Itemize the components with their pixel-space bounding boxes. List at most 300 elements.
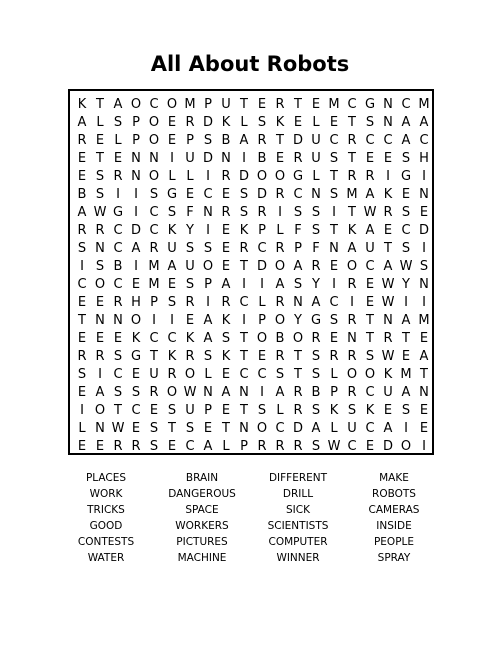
grid-letter: C: [383, 133, 393, 148]
grid-letter: S: [311, 349, 321, 364]
grid-letter: T: [366, 331, 374, 346]
grid-letter: I: [242, 151, 246, 166]
grid-letter: S: [149, 187, 159, 202]
grid-letter: W: [399, 259, 413, 274]
grid-letter: S: [167, 403, 177, 418]
word-list-item: WATER: [87, 552, 125, 564]
grid-letter: D: [382, 439, 393, 454]
grid-letter: A: [311, 295, 321, 310]
grid-letter: T: [348, 205, 356, 220]
grid-letter: C: [149, 205, 159, 220]
grid-letter: I: [134, 259, 138, 274]
grid-letter: I: [242, 313, 246, 328]
grid-letter: S: [113, 115, 123, 130]
grid-letter: K: [383, 187, 393, 202]
word-list-item: SICK: [286, 504, 310, 516]
grid-letter: I: [332, 205, 336, 220]
grid-letter: C: [365, 421, 375, 436]
grid-letter: S: [401, 205, 411, 220]
grid-letter: R: [113, 169, 123, 184]
grid-letter: R: [275, 295, 285, 310]
grid-letter: S: [239, 205, 249, 220]
grid-letter: E: [419, 205, 429, 220]
grid-letter: A: [77, 205, 87, 220]
grid-letter: E: [365, 277, 375, 292]
grid-letter: K: [383, 367, 393, 382]
grid-letter: E: [401, 349, 411, 364]
grid-letter: Y: [402, 277, 410, 292]
grid-letter: A: [113, 97, 123, 112]
grid-letter: E: [383, 403, 393, 418]
grid-letter: M: [148, 277, 160, 292]
grid-letter: S: [167, 205, 177, 220]
grid-letter: S: [95, 187, 105, 202]
grid-letter: E: [167, 439, 177, 454]
grid-letter: C: [149, 97, 159, 112]
grid-row: [73, 185, 433, 204]
grid-letter: M: [346, 187, 358, 202]
grid-letter: T: [276, 133, 284, 148]
grid-letter: E: [77, 385, 87, 400]
word-list-item: SCIENTISTS: [267, 520, 329, 532]
grid-letter: E: [311, 97, 321, 112]
grid-letter: E: [365, 439, 375, 454]
grid-letter: D: [292, 421, 303, 436]
grid-letter: P: [204, 97, 212, 112]
grid-letter: O: [202, 259, 214, 274]
grid-letter: R: [131, 439, 141, 454]
grid-letter: L: [276, 403, 284, 418]
grid-letter: E: [95, 331, 105, 346]
grid-letter: E: [221, 259, 231, 274]
grid-letter: E: [185, 187, 195, 202]
grid-letter: D: [256, 259, 267, 274]
grid-letter: O: [94, 277, 106, 292]
grid-letter: D: [202, 151, 213, 166]
grid-letter: O: [256, 169, 268, 184]
grid-letter: A: [311, 421, 321, 436]
grid-letter: C: [113, 223, 123, 238]
grid-letter: O: [130, 313, 142, 328]
grid-letter: K: [131, 331, 141, 346]
word-list-item: DRILL: [282, 488, 314, 500]
grid-letter: H: [419, 151, 429, 166]
grid-letter: T: [240, 331, 248, 346]
grid-letter: W: [93, 205, 107, 220]
grid-letter: L: [78, 421, 86, 436]
grid-row: [73, 275, 433, 294]
grid-letter: I: [206, 223, 210, 238]
grid-letter: G: [130, 349, 142, 364]
grid-letter: E: [131, 367, 141, 382]
grid-letter: O: [274, 169, 286, 184]
grid-letter: N: [293, 295, 303, 310]
grid-letter: C: [275, 421, 285, 436]
grid-letter: O: [148, 169, 160, 184]
grid-letter: M: [328, 97, 340, 112]
grid-letter: L: [276, 223, 284, 238]
grid-letter: N: [131, 151, 141, 166]
grid-row: [73, 329, 433, 348]
grid-letter: G: [364, 97, 376, 112]
grid-letter: S: [275, 367, 285, 382]
grid-letter: G: [292, 169, 304, 184]
grid-letter: D: [256, 187, 267, 202]
grid-letter: E: [383, 151, 393, 166]
grid-letter: S: [185, 277, 195, 292]
grid-letter: M: [148, 259, 160, 274]
grid-letter: I: [386, 169, 390, 184]
grid-letter: S: [185, 421, 195, 436]
word-list-item: CONTESTS: [77, 536, 135, 548]
grid-letter: K: [221, 115, 231, 130]
grid-letter: E: [383, 223, 393, 238]
grid-letter: R: [275, 187, 285, 202]
grid-letter: R: [257, 205, 267, 220]
grid-letter: C: [401, 223, 411, 238]
grid-letter: O: [346, 367, 358, 382]
grid-letter: C: [401, 97, 411, 112]
grid-letter: B: [275, 331, 285, 346]
grid-letter: S: [401, 151, 411, 166]
grid-letter: B: [113, 259, 123, 274]
grid-letter: S: [77, 241, 87, 256]
grid-letter: A: [401, 133, 411, 148]
grid-letter: L: [330, 421, 338, 436]
grid-letter: A: [221, 277, 231, 292]
grid-letter: A: [365, 187, 375, 202]
grid-letter: S: [203, 349, 213, 364]
grid-row: [73, 419, 433, 438]
grid-letter: A: [77, 115, 87, 130]
grid-letter: T: [240, 259, 248, 274]
grid-letter: R: [347, 277, 357, 292]
grid-letter: E: [131, 421, 141, 436]
grid-letter: I: [260, 277, 264, 292]
grid-letter: E: [95, 439, 105, 454]
grid-letter: C: [257, 241, 267, 256]
grid-letter: C: [419, 133, 429, 148]
grid-letter: N: [383, 97, 393, 112]
grid-letter: I: [170, 151, 174, 166]
grid-letter: C: [149, 223, 159, 238]
grid-letter: N: [329, 241, 339, 256]
grid-letter: P: [204, 403, 212, 418]
grid-letter: A: [293, 259, 303, 274]
grid-letter: C: [131, 403, 141, 418]
grid-letter: E: [221, 241, 231, 256]
grid-letter: C: [239, 295, 249, 310]
grid-letter: E: [167, 115, 177, 130]
grid-letter: P: [294, 241, 302, 256]
grid-letter: A: [203, 331, 213, 346]
grid-letter: S: [329, 151, 339, 166]
grid-letter: W: [327, 439, 341, 454]
grid-letter: S: [239, 187, 249, 202]
grid-letter: S: [185, 241, 195, 256]
grid-letter: O: [94, 403, 106, 418]
grid-letter: F: [186, 205, 194, 220]
grid-letter: W: [381, 295, 395, 310]
grid-letter: S: [401, 241, 411, 256]
grid-letter: R: [185, 295, 195, 310]
grid-letter: G: [112, 205, 124, 220]
grid-letter: P: [150, 295, 158, 310]
grid-letter: R: [347, 133, 357, 148]
grid-letter: S: [311, 223, 321, 238]
grid-letter: O: [400, 439, 412, 454]
grid-letter: N: [203, 385, 213, 400]
grid-letter: R: [239, 241, 249, 256]
grid-letter: K: [77, 97, 87, 112]
grid-letter: R: [347, 313, 357, 328]
word-list-item: MAKE: [379, 472, 409, 484]
grid-letter: C: [167, 331, 177, 346]
grid-letter: T: [240, 97, 248, 112]
grid-letter: A: [221, 385, 231, 400]
grid-letter: L: [312, 115, 320, 130]
grid-letter: I: [206, 295, 210, 310]
grid-letter: S: [203, 241, 213, 256]
grid-letter: R: [347, 169, 357, 184]
grid-letter: R: [293, 151, 303, 166]
grid-letter: S: [167, 295, 177, 310]
grid-letter: S: [311, 205, 321, 220]
grid-letter: F: [294, 223, 302, 238]
grid-letter: U: [185, 403, 195, 418]
grid-letter: R: [113, 439, 123, 454]
grid-letter: R: [275, 349, 285, 364]
grid-letter: O: [166, 97, 178, 112]
grid-letter: A: [401, 313, 411, 328]
grid-letter: K: [329, 403, 339, 418]
grid-letter: E: [221, 403, 231, 418]
word-list: [58, 470, 442, 566]
grid-row: [73, 437, 433, 456]
grid-letter: K: [365, 403, 375, 418]
grid-letter: A: [95, 385, 105, 400]
grid-letter: C: [257, 367, 267, 382]
word-list-item: BRAIN: [185, 472, 219, 484]
grid-letter: P: [132, 133, 140, 148]
word-list-item: SPACE: [185, 504, 219, 516]
grid-letter: M: [184, 97, 196, 112]
grid-row: [73, 311, 433, 330]
grid-letter: T: [330, 223, 338, 238]
grid-row: [73, 347, 433, 366]
grid-letter: N: [347, 331, 357, 346]
grid-letter: I: [278, 205, 282, 220]
grid-letter: C: [239, 367, 249, 382]
grid-letter: S: [131, 385, 141, 400]
grid-letter: S: [203, 133, 213, 148]
grid-letter: A: [203, 439, 213, 454]
grid-letter: R: [77, 223, 87, 238]
word-list-item: MACHINE: [177, 552, 227, 564]
grid-row: [73, 221, 433, 240]
grid-letter: N: [419, 277, 429, 292]
page-title: All About Robots: [150, 52, 350, 76]
grid-letter: I: [422, 241, 426, 256]
grid-letter: C: [113, 367, 123, 382]
grid-letter: O: [274, 313, 286, 328]
grid-letter: B: [257, 151, 267, 166]
grid-letter: O: [346, 259, 358, 274]
grid-letter: S: [113, 385, 123, 400]
grid-letter: D: [202, 115, 213, 130]
grid-letter: I: [80, 259, 84, 274]
grid-letter: A: [383, 421, 393, 436]
grid-letter: C: [203, 187, 213, 202]
grid-letter: E: [419, 403, 429, 418]
grid-letter: I: [422, 169, 426, 184]
grid-letter: R: [221, 169, 231, 184]
grid-letter: R: [347, 349, 357, 364]
grid-letter: M: [418, 313, 430, 328]
word-list-item: ROBOTS: [372, 488, 416, 500]
grid-letter: N: [113, 313, 123, 328]
grid-letter: O: [256, 331, 268, 346]
grid-letter: R: [383, 331, 393, 346]
grid-letter: R: [275, 439, 285, 454]
grid-letter: C: [365, 259, 375, 274]
grid-letter: T: [150, 349, 158, 364]
grid-letter: M: [418, 97, 430, 112]
grid-letter: W: [381, 349, 395, 364]
grid-letter: T: [348, 115, 356, 130]
grid-letter: I: [134, 205, 138, 220]
grid-letter: I: [152, 313, 156, 328]
grid-letter: S: [347, 403, 357, 418]
grid-letter: N: [383, 313, 393, 328]
grid-letter: A: [203, 313, 213, 328]
grid-letter: R: [77, 133, 87, 148]
grid-letter: E: [221, 367, 231, 382]
grid-letter: U: [149, 367, 159, 382]
grid-letter: S: [77, 367, 87, 382]
grid-letter: N: [239, 421, 249, 436]
grid-letter: S: [311, 439, 321, 454]
grid-letter: A: [167, 259, 177, 274]
word-search-grid: [68, 89, 434, 455]
grid-letter: Y: [186, 223, 194, 238]
grid-letter: T: [420, 367, 428, 382]
grid-letter: E: [77, 295, 87, 310]
grid-letter: O: [256, 421, 268, 436]
grid-letter: P: [204, 277, 212, 292]
grid-row: [73, 293, 433, 312]
grid-letter: S: [365, 115, 375, 130]
grid-letter: T: [78, 313, 86, 328]
grid-letter: C: [185, 439, 195, 454]
grid-letter: K: [347, 223, 357, 238]
word-list-item: TRICKS: [87, 504, 125, 516]
grid-letter: S: [365, 349, 375, 364]
grid-letter: P: [330, 385, 338, 400]
grid-letter: K: [275, 115, 285, 130]
grid-letter: R: [347, 385, 357, 400]
grid-letter: S: [149, 439, 159, 454]
grid-letter: N: [95, 421, 105, 436]
grid-letter: O: [148, 115, 160, 130]
grid-letter: A: [401, 385, 411, 400]
grid-letter: A: [275, 385, 285, 400]
grid-letter: T: [240, 349, 248, 364]
grid-letter: U: [365, 241, 375, 256]
grid-letter: A: [419, 349, 429, 364]
grid-letter: G: [166, 187, 178, 202]
grid-letter: I: [404, 295, 408, 310]
word-list-item: INSIDE: [376, 520, 412, 532]
grid-letter: E: [329, 331, 339, 346]
grid-letter: U: [221, 97, 231, 112]
grid-letter: E: [167, 277, 177, 292]
grid-letter: T: [402, 331, 410, 346]
word-list-item: WORKERS: [175, 520, 229, 532]
grid-letter: T: [222, 421, 230, 436]
grid-letter: H: [131, 295, 141, 310]
grid-letter: K: [167, 349, 177, 364]
grid-row: [73, 365, 433, 384]
grid-letter: O: [166, 385, 178, 400]
grid-letter: N: [221, 151, 231, 166]
grid-letter: S: [293, 277, 303, 292]
grid-letter: O: [184, 367, 196, 382]
grid-letter: R: [95, 349, 105, 364]
grid-letter: E: [365, 151, 375, 166]
word-list-item: GOOD: [89, 520, 123, 532]
grid-letter: L: [204, 367, 212, 382]
grid-letter: T: [96, 97, 104, 112]
grid-letter: D: [418, 223, 429, 238]
grid-letter: A: [419, 115, 429, 130]
grid-letter: E: [113, 151, 123, 166]
grid-letter: T: [114, 403, 122, 418]
grid-letter: T: [240, 403, 248, 418]
word-list-item: SPRAY: [377, 552, 411, 564]
grid-letter: N: [95, 241, 105, 256]
grid-letter: C: [365, 133, 375, 148]
grid-letter: F: [312, 241, 320, 256]
grid-letter: G: [310, 313, 322, 328]
grid-letter: C: [113, 241, 123, 256]
grid-letter: E: [275, 151, 285, 166]
grid-letter: C: [113, 277, 123, 292]
grid-letter: S: [95, 259, 105, 274]
grid-letter: E: [113, 331, 123, 346]
grid-letter: W: [363, 205, 377, 220]
grid-letter: N: [131, 169, 141, 184]
word-list-item: CAMERAS: [368, 504, 420, 516]
grid-letter: E: [149, 403, 159, 418]
grid-letter: T: [330, 169, 338, 184]
grid-letter: P: [258, 223, 266, 238]
grid-letter: C: [365, 385, 375, 400]
grid-letter: R: [311, 331, 321, 346]
grid-letter: C: [347, 439, 357, 454]
word-list-item: PEOPLE: [373, 536, 415, 548]
grid-letter: C: [329, 133, 339, 148]
grid-letter: T: [294, 97, 302, 112]
grid-letter: L: [222, 439, 230, 454]
grid-letter: R: [221, 205, 231, 220]
grid-letter: E: [329, 259, 339, 274]
grid-letter: W: [183, 385, 197, 400]
grid-letter: S: [419, 259, 429, 274]
grid-letter: R: [293, 403, 303, 418]
grid-letter: Y: [294, 313, 302, 328]
grid-row: [73, 239, 433, 258]
